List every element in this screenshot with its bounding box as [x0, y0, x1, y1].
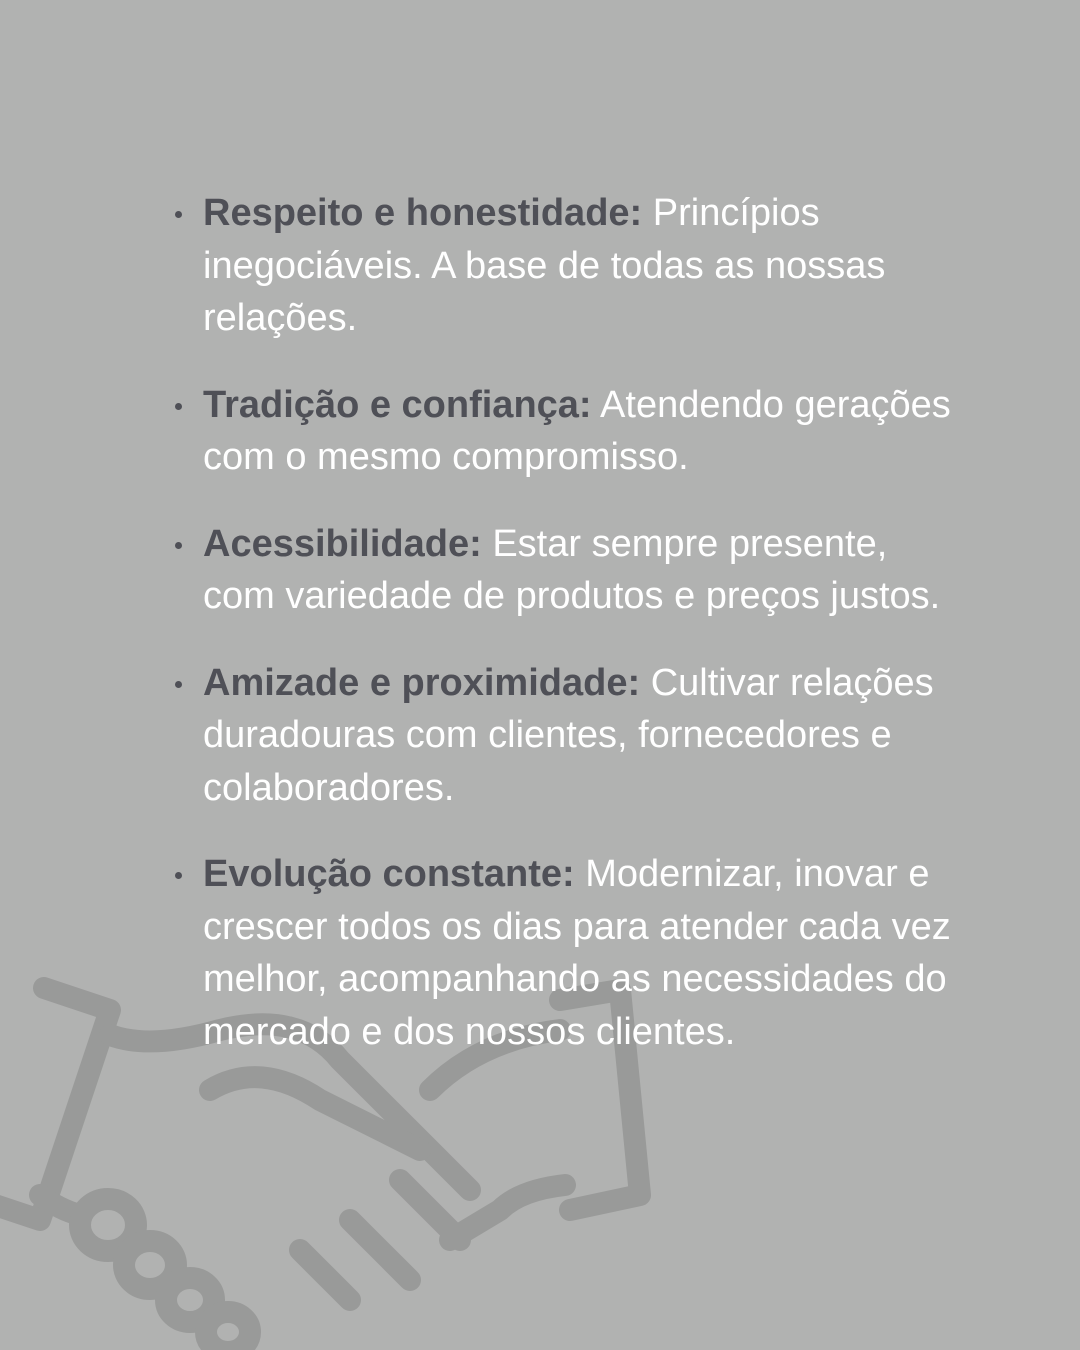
value-title: Tradição e confiança:	[203, 383, 592, 426]
value-title: Amizade e proximidade:	[203, 661, 641, 704]
list-item	[173, 187, 953, 345]
bullet-icon	[175, 681, 182, 688]
value-description: Princípios inegociáveis. A base de todas as nossas relações.	[203, 192, 886, 339]
value-description: Modernizar, inovar e crescer todos os dias para atender cada vez melhor, acompanhando as necessidades do mercado e dos nossos clientes.	[203, 853, 951, 1053]
list-item	[173, 657, 953, 815]
value-description: Atendendo gerações com o mesmo compromisso.	[203, 383, 951, 478]
value-description: Estar sempre presente, com variedade de produtos e preços justos.	[203, 522, 941, 617]
value-description: Cultivar relações duradouras com clientes, fornecedores e colaboradores.	[203, 661, 934, 809]
bullet-icon	[175, 542, 182, 549]
bullet-icon	[175, 403, 182, 410]
bullet-icon	[175, 872, 182, 879]
value-title: Evolução constante:	[203, 853, 575, 895]
value-title: Respeito e honestidade:	[203, 192, 643, 234]
list-item	[173, 379, 953, 484]
value-title: Acessibilidade:	[203, 522, 482, 565]
bullet-icon	[175, 211, 182, 218]
list-item	[173, 518, 953, 623]
values-list	[173, 187, 953, 1058]
list-item	[173, 848, 953, 1058]
